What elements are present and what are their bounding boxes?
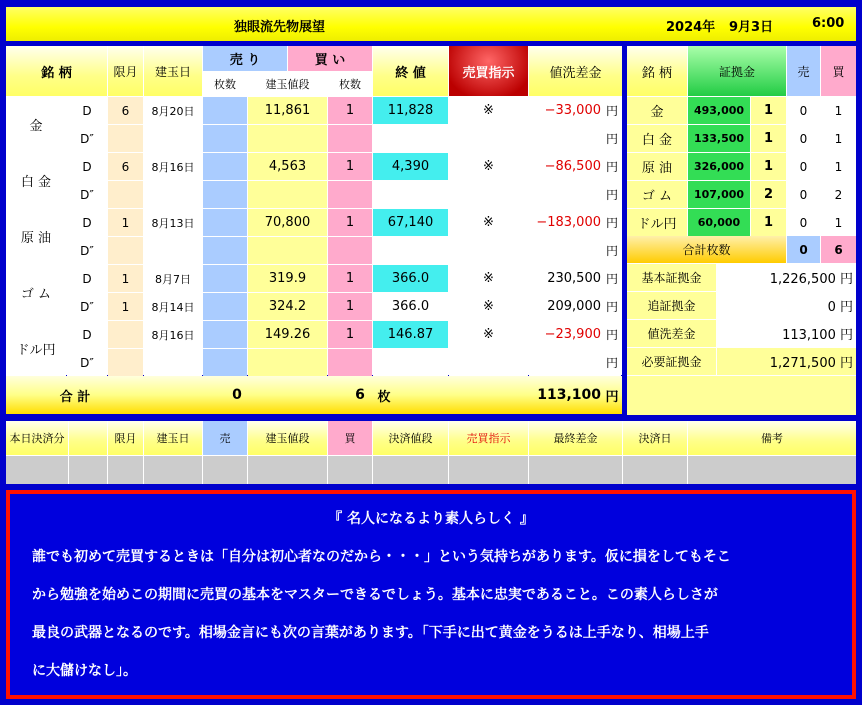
trade-instruction	[449, 125, 528, 152]
open-date: 8月20日	[144, 97, 202, 124]
margin-buy: 1	[821, 97, 856, 124]
settle-col-kessaibi: 決済日	[623, 421, 687, 455]
mark-to-market-diff	[529, 125, 604, 152]
margin-amount: 107,000	[688, 181, 750, 208]
margin-commodity: 白 金	[627, 125, 687, 152]
yen-unit: 円	[603, 321, 621, 348]
buy-qty: 1	[328, 293, 372, 320]
settle-col-uri: 売	[203, 421, 247, 455]
close-price	[373, 181, 448, 208]
trade-instruction: ※	[449, 153, 528, 180]
settle-cell	[248, 456, 327, 484]
margin-amount: 60,000	[688, 209, 750, 236]
yen-unit: 円	[603, 97, 621, 124]
summary-label: 基本証拠金	[627, 264, 716, 291]
sell-qty	[203, 181, 247, 208]
contract-month	[108, 181, 143, 208]
settle-cell	[144, 456, 202, 484]
mark-to-market-diff: −86,500	[529, 153, 604, 180]
margin-buy: 1	[821, 153, 856, 180]
contract-type: D	[67, 153, 107, 180]
open-date: 8月16日	[144, 321, 202, 348]
sell-qty	[203, 349, 247, 376]
contract-type: D	[67, 321, 107, 348]
buy-qty	[328, 181, 372, 208]
commodity-name: 白 金	[6, 153, 66, 208]
margin-buy: 1	[821, 209, 856, 236]
yen-unit: 円	[603, 293, 621, 320]
margin-amount: 326,000	[688, 153, 750, 180]
margin-amount: 133,500	[688, 125, 750, 152]
contract-type: D″	[67, 181, 107, 208]
summary-label: 追証拠金	[627, 292, 716, 319]
trade-instruction: ※	[449, 97, 528, 124]
commodity-name: 金	[6, 97, 66, 152]
open-price: 70,800	[248, 209, 327, 236]
total-diff: 113,100	[537, 387, 601, 403]
total-label: 合 計	[59, 389, 91, 405]
message-title: 『 名人になるより素人らしく 』	[328, 511, 534, 527]
contract-month	[108, 125, 143, 152]
summary-value: 1,226,500 円	[717, 264, 856, 291]
yen-unit: 円	[603, 181, 621, 208]
open-date: 8月16日	[144, 153, 202, 180]
close-price	[373, 237, 448, 264]
total-buy: 6	[355, 387, 365, 403]
yen-unit: 円	[603, 237, 621, 264]
settle-col-kessai: 決済値段	[373, 421, 448, 455]
settle-cell	[449, 456, 528, 484]
trade-instruction: ※	[449, 293, 528, 320]
margin-buy: 1	[821, 125, 856, 152]
contract-month	[108, 349, 143, 376]
close-price: 4,390	[373, 153, 448, 180]
mark-to-market-diff	[529, 237, 604, 264]
margin-col-meigara: 銘 柄	[627, 46, 687, 96]
page-title: 独眼流先物展望	[234, 20, 326, 35]
yen-unit: 円	[603, 153, 621, 180]
sell-qty	[203, 209, 247, 236]
open-price: 11,861	[248, 97, 327, 124]
settle-col-tatebi2: 建玉日	[144, 421, 202, 455]
contract-month: 6	[108, 153, 143, 180]
contract-month	[108, 321, 143, 348]
settle-col-tatebi: 限月	[108, 421, 143, 455]
sell-qty	[203, 293, 247, 320]
close-price: 67,140	[373, 209, 448, 236]
mark-to-market-diff: 230,500	[529, 265, 604, 292]
col-owarine: 終 値	[373, 46, 448, 96]
message-box	[6, 490, 856, 699]
margin-sell: 0	[787, 97, 820, 124]
open-price: 324.2	[248, 293, 327, 320]
margin-lot: 2	[751, 181, 786, 208]
yen-unit: 円	[603, 125, 621, 152]
header-time: 6:00	[812, 16, 845, 31]
contract-type: D″	[67, 349, 107, 376]
sell-qty	[203, 153, 247, 180]
yen-unit: 円	[603, 349, 621, 376]
total-unit: 枚	[377, 389, 391, 405]
settle-col-tate: 建玉値段	[248, 421, 327, 455]
message-line-2: から勉強を始めこの期間に売買の基本をマスターできるでしょう。基本に忠実であること。この素人らしさが	[32, 587, 718, 603]
mark-to-market-diff: −33,000	[529, 97, 604, 124]
col-meigara: 銘 柄	[6, 46, 107, 96]
trade-instruction: ※	[449, 209, 528, 236]
margin-sell: 0	[787, 209, 820, 236]
margin-sell: 0	[787, 181, 820, 208]
open-price: 319.9	[248, 265, 327, 292]
settle-cell	[108, 456, 143, 484]
settle-cell	[328, 456, 372, 484]
trade-instruction: ※	[449, 265, 528, 292]
close-price: 146.87	[373, 321, 448, 348]
col-kai-maisu: 枚数	[328, 72, 372, 96]
contract-type: D″	[67, 293, 107, 320]
contract-type: D″	[67, 125, 107, 152]
margin-col-uri: 売	[787, 46, 820, 96]
buy-qty: 1	[328, 265, 372, 292]
sell-qty	[203, 321, 247, 348]
margin-lot: 1	[751, 209, 786, 236]
margin-amount: 493,000	[688, 97, 750, 124]
open-price: 149.26	[248, 321, 327, 348]
total-count-buy: 6	[821, 236, 856, 263]
open-date: 8月13日	[144, 209, 202, 236]
mark-to-market-diff: 209,000	[529, 293, 604, 320]
settle-col-kai: 買	[328, 421, 372, 455]
message-line-1: 誰でも初めて売買するときは「自分は初心者なのだから・・・」という気持ちがあります。仮に損をしてもそこ	[32, 549, 731, 565]
contract-type: D	[67, 97, 107, 124]
mark-to-market-diff	[529, 349, 604, 376]
close-price	[373, 125, 448, 152]
buy-qty	[328, 125, 372, 152]
open-price	[248, 237, 327, 264]
open-date: 8月7日	[144, 265, 202, 292]
open-date	[144, 125, 202, 152]
message-line-3: 最良の武器となるのです。相場金言にも次の言葉があります。「下手に出て黄金をうるは上手なり、相場上手	[32, 625, 709, 641]
commodity-name: ゴ ム	[6, 265, 66, 320]
col-nearai-sakin: 値洗差金	[529, 46, 622, 96]
margin-buy: 2	[821, 181, 856, 208]
message-line-4: に大儲けなし」。	[32, 663, 137, 679]
settle-cell	[6, 456, 68, 484]
summary-footer	[627, 376, 856, 415]
contract-type: D	[67, 265, 107, 292]
buy-qty	[328, 349, 372, 376]
open-price	[248, 125, 327, 152]
settle-cell	[529, 456, 622, 484]
sell-qty	[203, 265, 247, 292]
close-price	[373, 349, 448, 376]
total-yen: 円	[605, 389, 619, 405]
sell-qty	[203, 125, 247, 152]
total-sell: 0	[232, 387, 242, 403]
settle-col-today: 本日決済分	[6, 421, 68, 455]
col-baibai-shiji: 売買指示	[449, 46, 528, 96]
sell-qty	[203, 237, 247, 264]
trade-instruction: ※	[449, 321, 528, 348]
summary-label: 値洗差金	[627, 320, 716, 347]
header-date: 9月3日	[729, 20, 774, 35]
open-price	[248, 181, 327, 208]
col-uri-maisu: 枚数	[203, 72, 247, 96]
yen-unit: 円	[603, 209, 621, 236]
open-date	[144, 181, 202, 208]
col-tategyoku-nedan: 建玉値段	[248, 72, 327, 96]
summary-value: 113,100 円	[717, 320, 856, 347]
buy-qty: 1	[328, 97, 372, 124]
open-price	[248, 349, 327, 376]
close-price: 11,828	[373, 97, 448, 124]
contract-month: 1	[108, 265, 143, 292]
margin-lot: 1	[751, 97, 786, 124]
mark-to-market-diff	[529, 181, 604, 208]
contract-type: D″	[67, 237, 107, 264]
margin-lot: 1	[751, 125, 786, 152]
mark-to-market-diff: −23,900	[529, 321, 604, 348]
summary-label: 必要証拠金	[627, 348, 716, 375]
contract-month	[108, 237, 143, 264]
mark-to-market-diff: −183,000	[529, 209, 604, 236]
yen-unit: 円	[603, 265, 621, 292]
margin-col-shokokin: 証拠金	[688, 46, 786, 96]
col-kai: 買 い	[288, 46, 372, 71]
settle-col-shiji: 売買指示	[449, 421, 528, 455]
col-tatebi: 建玉日	[144, 46, 202, 96]
buy-qty: 1	[328, 153, 372, 180]
settle-cell	[203, 456, 247, 484]
settle-col-gengetsu	[69, 421, 107, 455]
settle-col-biko: 備考	[688, 421, 856, 455]
settle-cell	[623, 456, 687, 484]
open-date: 8月14日	[144, 293, 202, 320]
margin-commodity: 原 油	[627, 153, 687, 180]
header-bar	[6, 7, 856, 41]
settle-cell	[373, 456, 448, 484]
contract-month: 1	[108, 209, 143, 236]
total-count-sell: 0	[787, 236, 820, 263]
buy-qty: 1	[328, 321, 372, 348]
contract-month: 6	[108, 97, 143, 124]
commodity-name: ドル円	[6, 321, 66, 376]
summary-value: 1,271,500 円	[717, 348, 856, 375]
contract-month: 1	[108, 293, 143, 320]
open-price: 4,563	[248, 153, 327, 180]
summary-value: 0 円	[717, 292, 856, 319]
col-uri: 売 り	[203, 46, 287, 71]
settle-cell	[688, 456, 856, 484]
buy-qty: 1	[328, 209, 372, 236]
header-year: 2024年	[666, 20, 716, 35]
margin-commodity: ゴ ム	[627, 181, 687, 208]
commodity-name: 原 油	[6, 209, 66, 264]
contract-type: D	[67, 209, 107, 236]
total-count-label: 合計枚数	[627, 236, 786, 263]
sell-qty	[203, 97, 247, 124]
settle-cell	[69, 456, 107, 484]
col-gengetsu: 限月	[108, 46, 143, 96]
margin-sell: 0	[787, 153, 820, 180]
trade-instruction	[449, 349, 528, 376]
buy-qty	[328, 237, 372, 264]
margin-commodity: 金	[627, 97, 687, 124]
trade-instruction	[449, 181, 528, 208]
margin-sell: 0	[787, 125, 820, 152]
settle-col-saishu: 最終差金	[529, 421, 622, 455]
margin-lot: 1	[751, 153, 786, 180]
trade-instruction	[449, 237, 528, 264]
open-date	[144, 349, 202, 376]
margin-commodity: ドル円	[627, 209, 687, 236]
close-price: 366.0	[373, 293, 448, 320]
close-price: 366.0	[373, 265, 448, 292]
margin-col-kai: 買	[821, 46, 856, 96]
open-date	[144, 237, 202, 264]
